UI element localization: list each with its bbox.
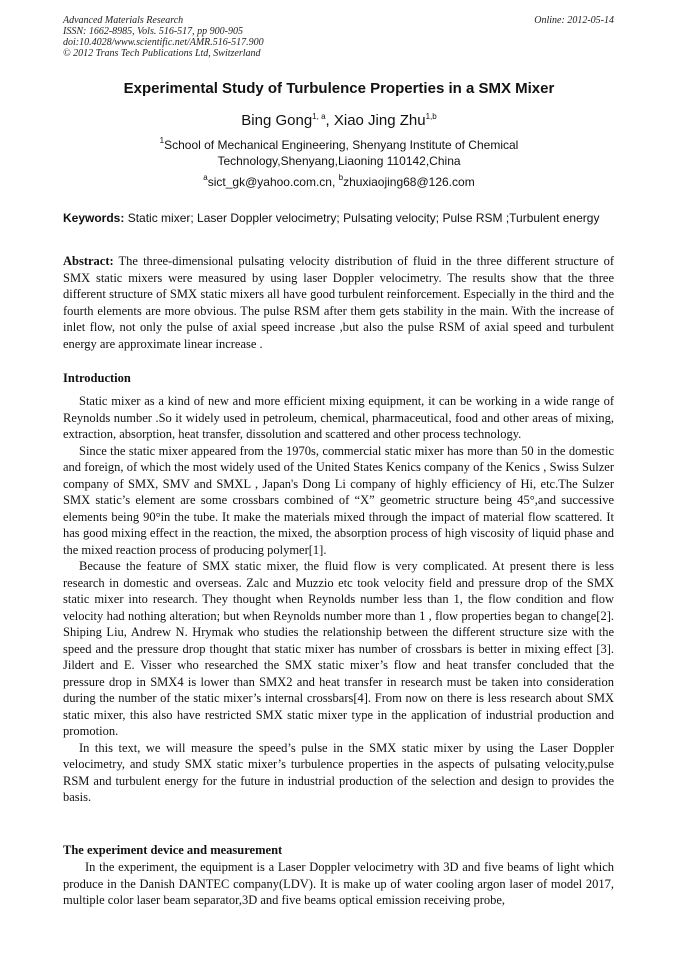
author-affil-mark: 1,b — [425, 112, 437, 121]
author-list — [0, 112, 678, 129]
introduction-body — [63, 393, 614, 806]
email-address: sict_gk@yahoo.com.cn, — [207, 175, 339, 189]
affiliation — [0, 137, 678, 169]
journal-info — [63, 15, 264, 59]
section-heading-introduction: Introduction — [63, 371, 131, 385]
author-separator: , — [325, 112, 334, 129]
abstract-text: The three-dimensional pulsating velocity distribution of fluid in the three different structure of SMX static mixers were measured by using laser Doppler velocimetry. The results show that the three different structure of SMX static mixers all have good turbulent reinforcement. Especially in the third and the fourth elements are more obvious. The pulse RSM after them gets stability in the main. With the increase of inlet flow, not only the pulse of axial speed increase ,but also the pulse RSM of axial speed and turbulent energy are approximate linear increase . — [63, 254, 614, 351]
email-mark: b — [338, 173, 344, 182]
copyright-line: © 2012 Trans Tech Publications Ltd, Switzerland — [63, 48, 261, 59]
keywords-text: Static mixer; Laser Doppler velocimetry; Pulsating velocity; Pulse RSM ;Turbulent energy — [124, 211, 600, 225]
section-heading-experiment: The experiment device and measurement — [63, 843, 283, 857]
doi-line: doi:10.4028/www.scientific.net/AMR.516-517.900 — [63, 37, 264, 48]
paragraph: Because the feature of SMX static mixer, the fluid flow is very complicated. At present there is less research in domestic and overseas. Zalc and Muzzio etc took velocity field and pressure drop of the SMX static mixer into research. They thought when Reynolds number less than 1, the flow condition and flow velocity had nothing alteration; but when Reynolds number more than 1 , flow properties began to change[2]. Shiping Liu, Andrew N. Hrymak who studies the relationship between the different structure size with the speed and the pressure drop thought that static mixer has number of crossbars is better in mixing effect [3]. Jildert and E. Visser who researched the SMX static mixer’s flow and heat transfer concluded that the pressure drop in SMX4 is lower than SMX2 and heat transfer in research must be taken into consideration during the number of the static mixer’s internal crossbars[4]. From now on there is less research about SMX static mixer, this also have restricted SMX static mixer type in the application of industrial production and promotion. — [63, 559, 614, 738]
issn-line: ISSN: 1662-8985, Vols. 516-517, pp 900-905 — [63, 26, 243, 37]
email-address: zhuxiaojing68@126.com — [343, 175, 475, 189]
keywords-label: Keywords: — [63, 211, 125, 225]
journal-name: Advanced Materials Research — [63, 15, 184, 26]
author-name: Bing Gong — [241, 112, 313, 129]
affil-line: Technology,Shenyang,Liaoning 110142,China — [217, 154, 461, 168]
online-date: Online: 2012-05-14 — [534, 15, 614, 26]
paragraph: Since the static mixer appeared from the 1970s, commercial static mixer has more than 50 in the domestic and foreign, of which the most widely used of the United States Kenics company of the Kenics , Swiss Sulzer company of SMX, SMV and SMXL , Japan's Dong Li company of highly efficiency of Hi, etc.The Sulzer SMX static’s element are some crossbars combined of “X” geometric structure being 45°,and successive elements being 90°in the tube. It make the materials mixed through the impact of material flow scattered. It has good mixing effect in the reaction, the mixed, the absorption process of high viscosity of liquid phase and the mixed reaction process of producing polymer[1]. — [63, 443, 614, 557]
author-emails — [0, 175, 678, 189]
abstract-label: Abstract: — [63, 254, 114, 268]
paragraph: In this text, we will measure the speed’s pulse in the SMX static mixer by using the Laser Doppler velocimetry, and study SMX static mixer’s turbulence properties in the aspects of pulsating velocity,pulse RSM and turbulent energy for the future in industrial production of the selection and design to provides the basis. — [63, 740, 614, 804]
affil-mark: 1 — [159, 136, 165, 145]
affil-line: School of Mechanical Engineering, Shenyang Institute of Chemical — [164, 138, 519, 152]
paragraph: Static mixer as a kind of new and more efficient mixing equipment, it can be working in a wide range of Reynolds number .So it widely used in petroleum, chemical, pharmaceutical, food and other areas of mixing, extraction, absorption, heat transfer, dissolution and scattered and other process technology. — [63, 394, 614, 441]
paragraph: In the experiment, the equipment is a Laser Doppler velocimetry with 3D and five beams of light which produce in the Danish DANTEC company(LDV). It is make up of water cooling argon laser of model 2017, multiple color laser beam separator,3D and five beams optical emission receiving probe, — [63, 860, 614, 907]
author-affil-mark: 1, a — [312, 112, 326, 121]
author-name: Xiao Jing Zhu — [333, 112, 426, 129]
email-mark: a — [203, 173, 208, 182]
experiment-body — [63, 859, 614, 909]
paper-title: Experimental Study of Turbulence Properties in a SMX Mixer — [123, 80, 555, 97]
keywords — [63, 211, 614, 225]
abstract — [63, 253, 614, 352]
